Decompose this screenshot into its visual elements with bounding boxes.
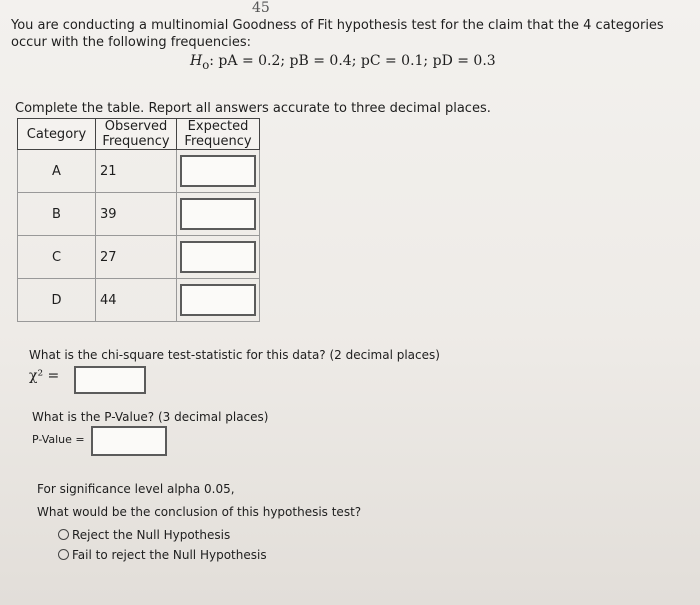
chi-square-input[interactable] [74, 366, 146, 394]
significance-text: For significance level alpha 0.05, [37, 482, 235, 496]
table-instruction: Complete the table. Report all answers accurate to three decimal places. [15, 101, 491, 116]
category-cell: D [18, 279, 96, 322]
conclusion-question: What would be the conclusion of this hypothesis test? [37, 505, 362, 519]
radio-icon[interactable] [58, 529, 69, 540]
table-row [18, 236, 260, 279]
header-observed-line1: Observed [104, 119, 168, 134]
option-reject-label: Reject the Null Hypothesis [72, 528, 231, 542]
expected-input-a[interactable] [180, 155, 256, 187]
expected-cell [177, 150, 260, 193]
header-category: Category [18, 119, 96, 150]
category-cell: C [18, 236, 96, 279]
hypothesis-symbol: H [190, 53, 203, 69]
table-row [18, 279, 260, 322]
header-expected-line2: Frequency [184, 134, 252, 149]
observed-cell: 21 [96, 150, 177, 193]
observed-cell: 44 [96, 279, 177, 322]
handwritten-mark: 45 [252, 0, 270, 16]
expected-cell [177, 236, 260, 279]
null-hypothesis [190, 53, 496, 72]
p-value-input[interactable] [91, 426, 167, 456]
observed-cell: 27 [96, 236, 177, 279]
header-observed-line2: Frequency [102, 134, 170, 149]
question-intro: You are conducting a multinomial Goodness of Fit hypothesis test for the claim that the 4 categories occur with the following frequencies: [11, 18, 664, 50]
table-header-row [18, 119, 260, 150]
option-reject[interactable] [58, 528, 230, 542]
p-value-label: P-Value = [32, 433, 85, 446]
option-fail-label: Fail to reject the Null Hypothesis [72, 548, 267, 562]
expected-input-c[interactable] [180, 241, 256, 273]
expected-input-d[interactable] [180, 284, 256, 316]
option-fail-to-reject[interactable] [58, 548, 267, 562]
hypothesis-text: : pA = 0.2; pB = 0.4; pC = 0.1; pD = 0.3 [209, 53, 496, 69]
chi-square-question: What is the chi-square test-statistic for this data? (2 decimal places) [29, 348, 440, 362]
category-cell: B [18, 193, 96, 236]
radio-icon[interactable] [58, 549, 69, 560]
expected-cell [177, 279, 260, 322]
table-row [18, 193, 260, 236]
expected-cell [177, 193, 260, 236]
table-row [18, 150, 260, 193]
hypothesis-subscript: o [202, 57, 210, 72]
chi-square-label: χ² = [29, 368, 60, 384]
category-cell: A [18, 150, 96, 193]
p-value-question: What is the P-Value? (3 decimal places) [32, 410, 269, 424]
frequency-table [17, 118, 260, 322]
expected-input-b[interactable] [180, 198, 256, 230]
header-observed [96, 119, 177, 150]
header-expected [177, 119, 260, 150]
header-expected-line1: Expected [187, 119, 249, 134]
observed-cell: 39 [96, 193, 177, 236]
